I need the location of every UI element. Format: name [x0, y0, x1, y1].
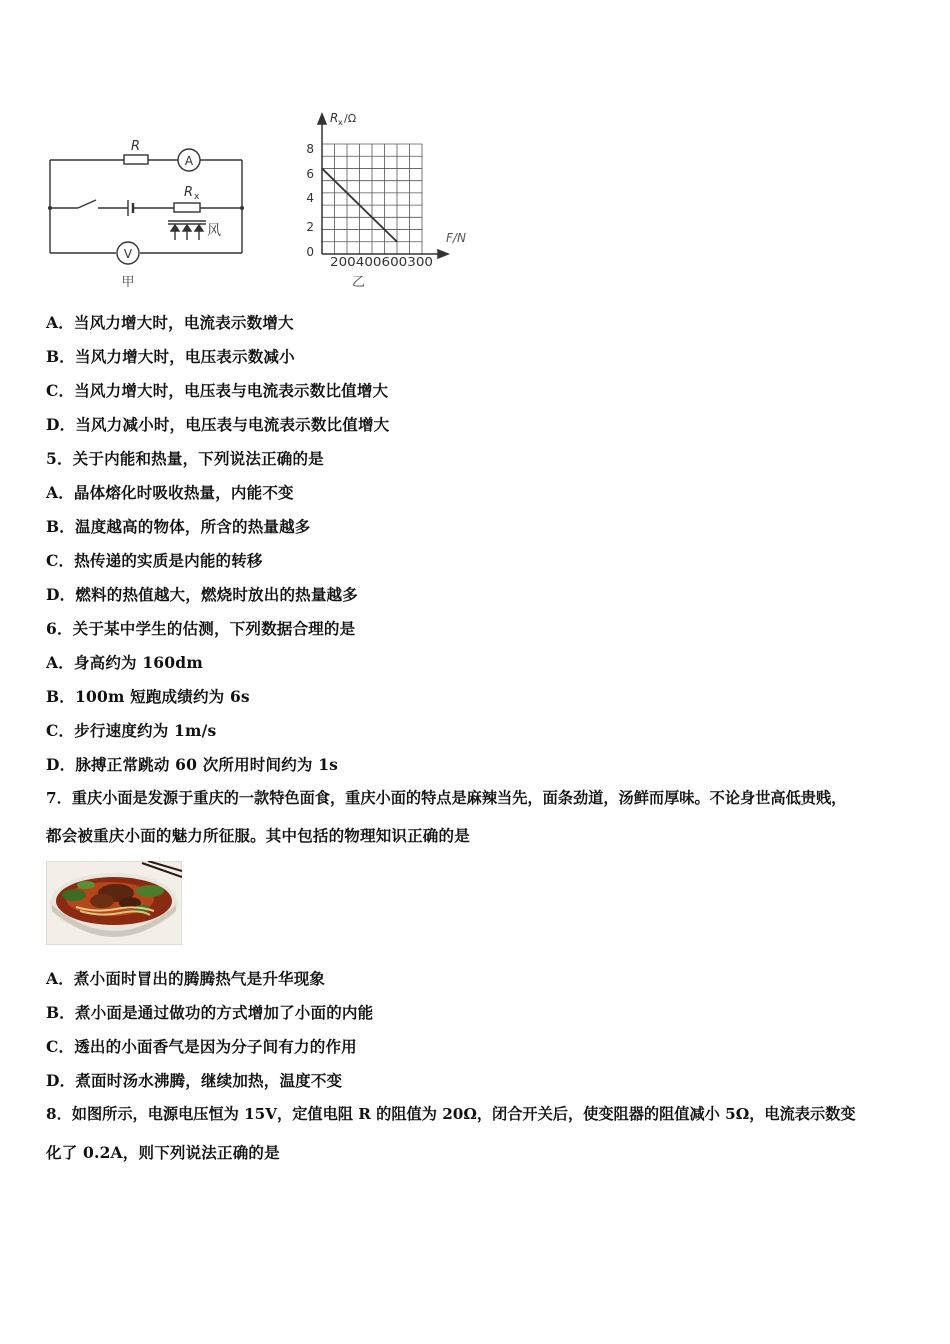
q5-stem: 5．关于内能和热量，下列说法正确的是 — [46, 449, 324, 468]
y-tick-8: 8 — [306, 142, 314, 156]
wind-label: 风 — [207, 223, 221, 239]
q7-option-c: C．透出的小面香气是因为分子间有力的作用 — [46, 1037, 357, 1056]
x-axis-label: F/N — [446, 231, 466, 245]
graph-grid — [322, 144, 422, 254]
label-rx-sub: x — [194, 192, 200, 202]
x-tick-labels: 200400600300 — [330, 255, 433, 269]
figure-caption-jia: 甲 — [121, 275, 135, 290]
y-axis-unit: /Ω — [344, 112, 357, 125]
q4-option-b: B．当风力增大时，电压表示数减小 — [46, 347, 295, 366]
q7-stem-line2: 都会被重庆小面的魅力所征服。其中包括的物理知识正确的是 — [46, 826, 470, 845]
q6-option-d: D．脉搏正常跳动 60 次所用时间约为 1s — [46, 755, 339, 774]
voltmeter-label: V — [123, 247, 133, 261]
q7-option-b: B．煮小面是通过做功的方式增加了小面的内能 — [46, 1003, 374, 1022]
y-tick-4: 4 — [306, 191, 314, 205]
y-tick-2: 2 — [306, 220, 314, 234]
noodle-bowl-photo — [46, 861, 182, 945]
ammeter-label: A — [184, 154, 194, 168]
label-rx: R — [184, 185, 194, 200]
q4-option-c: C．当风力增大时，电压表与电流表示数比值增大 — [46, 381, 389, 400]
q7-stem-line1: 7．重庆小面是发源于重庆的一款特色面食，重庆小面的特点是麻辣当先，面条劲道，汤鲜而厚味。不论身世高低贵贱， — [46, 789, 847, 807]
q6-option-a: A．身高约为 160dm — [46, 653, 203, 672]
q7-option-d: D．煮面时汤水沸腾，继续加热，温度不变 — [46, 1071, 343, 1090]
y-tick-6: 6 — [306, 167, 314, 181]
label-r: R — [131, 139, 141, 154]
q6-stem: 6．关于某中学生的估测，下列数据合理的是 — [46, 619, 356, 638]
q7-option-a: A．煮小面时冒出的腾腾热气是升华现象 — [46, 969, 326, 988]
q4-option-a: A．当风力增大时，电流表示数增大 — [46, 313, 294, 332]
resistance-force-graph — [300, 104, 500, 294]
y-tick-0: 0 — [306, 245, 314, 259]
figure-caption-yi: 乙 — [352, 275, 366, 290]
q5-option-d: D．燃料的热值越大，燃烧时放出的热量越多 — [46, 585, 358, 604]
q8-stem-line1: 8．如图所示，电源电压恒为 15V，定值电阻 R 的阻值为 20Ω，闭合开关后，使变阻器的阻值减小 5Ω，电流表示数变 — [46, 1105, 856, 1123]
y-axis-label-sub: x — [338, 118, 343, 127]
q5-option-c: C．热传递的实质是内能的转移 — [46, 551, 263, 570]
q8-stem-line2: 化了 0.2A，则下列说法正确的是 — [46, 1143, 280, 1162]
q6-option-c: C．步行速度约为 1m/s — [46, 721, 217, 740]
q4-option-d: D．当风力减小时，电压表与电流表示数比值增大 — [46, 415, 390, 434]
q5-option-a: A．晶体熔化时吸收热量，内能不变 — [46, 483, 294, 502]
q6-option-b: B．100m 短跑成绩约为 6s — [46, 687, 250, 706]
circuit-diagram — [44, 130, 254, 290]
q5-option-b: B．温度越高的物体，所含的热量越多 — [46, 517, 311, 536]
y-axis-label: R — [330, 111, 339, 125]
